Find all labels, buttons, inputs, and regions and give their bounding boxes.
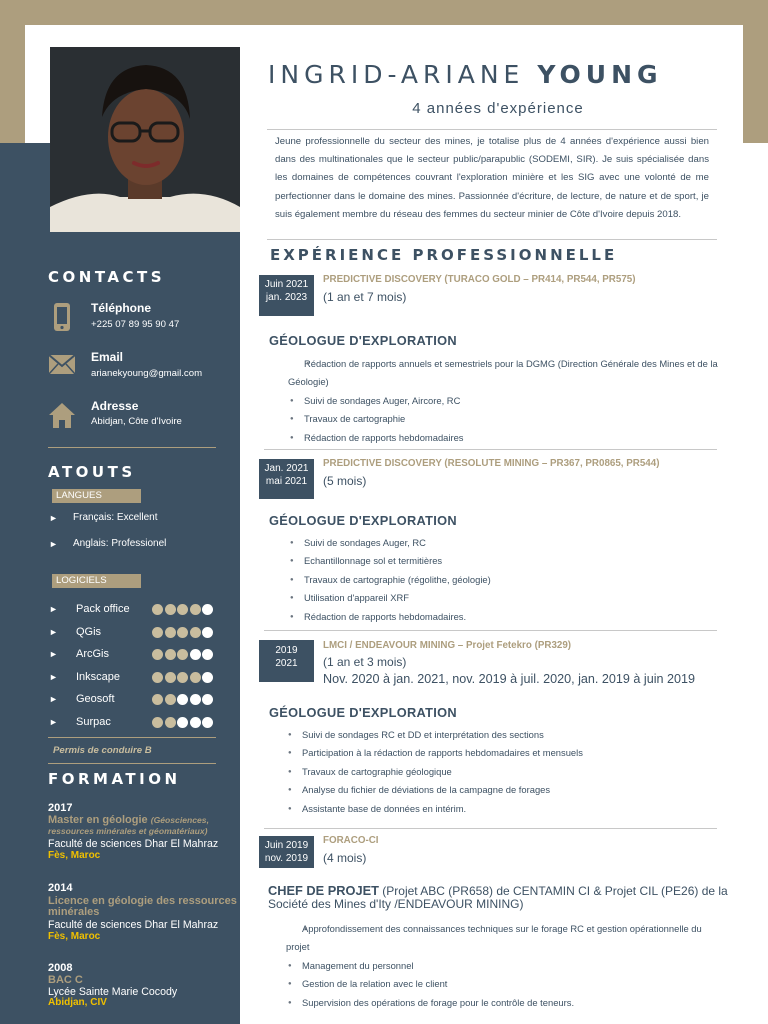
job-3-date — [259, 640, 314, 682]
phone-icon — [48, 302, 76, 332]
job-4-date — [259, 836, 314, 868]
job-1-date-end: jan. 2023 — [265, 292, 308, 303]
list-item: ● Travaux de cartographie — [288, 410, 720, 428]
bullet-arrow-icon: ► — [49, 604, 58, 614]
job-2-duration: (5 mois) — [323, 474, 367, 488]
list-item: ● Approfondissement des connaissances techniques sur le forage RC et gestion opérationnelle du projet — [286, 920, 720, 957]
job-2-tasks — [288, 534, 720, 626]
skill-rating — [152, 649, 213, 661]
list-item: ● Gestion de la relation avec le client — [286, 975, 720, 993]
formation-3-degree: BAC C — [48, 974, 83, 986]
formation-2-city: Fès, Maroc — [48, 931, 101, 942]
skill-rating — [152, 604, 213, 616]
job-1-tasks — [288, 355, 720, 447]
job-1-date — [259, 275, 314, 316]
list-item: ● Suivi de sondages Auger, Aircore, RC — [288, 392, 720, 410]
rating-dot — [177, 672, 188, 683]
formation-3-city: Abidjan, CIV — [48, 997, 107, 1008]
mail-icon — [48, 350, 76, 380]
bullet-arrow-icon: ► — [49, 672, 58, 682]
list-item: ● Rédaction de rapports hebdomadaires. — [288, 608, 720, 626]
rating-dot — [202, 627, 213, 638]
email-value[interactable]: arianekyoung@gmail.com — [91, 368, 203, 379]
list-item: ● Supervision des opérations de forage pour le contrôle de teneurs. — [286, 994, 720, 1012]
atouts-title: ATOUTS — [48, 463, 136, 481]
address-label: Adresse — [91, 399, 139, 413]
job-4-role-detail: (Projet ABC (PR658) de CENTAMIN CI & Projet CIL (PE26) de la Société des Mines d'Ity /ENDEAVOUR MINING) — [268, 884, 728, 911]
profile-summary: Jeune professionnelle du secteur des mines, je totalise plus de 4 années d'expérience aussi bien dans des multinationales que le secteur public/parapublic (SODEMI, SIR). Je suis spécialisée dans les domaines de compétences couvrant l'exploration minière et les SIG avec une volonté de me perfectionner dans le domaine des mines. Passionnée d'écriture, de lecture, de nature et de sport, je suis également membre du réseau des femmes du secteur minier de Côte d'Ivoire depuis 2018. — [275, 136, 709, 220]
job-4-company: FORACO-CI — [323, 835, 379, 846]
rating-dot — [202, 694, 213, 705]
rating-dot — [190, 627, 201, 638]
job-2-company: PREDICTIVE DISCOVERY (RESOLUTE MINING – PR367, PR0865, PR544) — [323, 458, 660, 469]
job-3-divider — [264, 828, 717, 829]
rating-dot — [165, 672, 176, 683]
formation-1-school: Faculté de sciences Dhar El Mahraz — [48, 838, 219, 850]
bullet-arrow-icon: ► — [49, 513, 58, 523]
profile-photo — [50, 47, 240, 232]
job-2-role: GÉOLOGUE D'EXPLORATION — [269, 513, 457, 528]
driving-license: Permis de conduire B — [53, 745, 152, 756]
experience-years: 4 années d'expérience — [412, 100, 584, 117]
language-item: Français: Excellent — [73, 512, 158, 523]
bullet-arrow-icon: ► — [49, 539, 58, 549]
list-item: ● Management du personnel — [286, 957, 720, 975]
rating-dot — [152, 717, 163, 728]
rating-dot — [165, 604, 176, 615]
job-3-periods: Nov. 2020 à jan. 2021, nov. 2019 à juil. 2020, jan. 2019 à juin 2019 — [323, 672, 696, 686]
skill-rating — [152, 672, 213, 684]
rating-dot — [177, 604, 188, 615]
rating-dot — [202, 672, 213, 683]
license-divider — [48, 763, 216, 764]
job-2-date — [259, 459, 314, 499]
job-3-duration: (1 an et 3 mois) — [323, 655, 407, 669]
job-4-role — [268, 884, 728, 911]
rating-dot — [177, 694, 188, 705]
software-item: ArcGis — [76, 648, 109, 660]
list-item: ● Participation à la rédaction de rapports hebdomadaires et mensuels — [286, 744, 718, 762]
list-item: ● Suivi de sondages RC et DD et interprétation des sections — [286, 726, 718, 744]
list-item: ● Travaux de cartographie géologique — [286, 763, 718, 781]
formation-1-degree-detail: (Géosciences, ressources minérales et géomatériaux) — [48, 815, 209, 836]
software-item: Inkscape — [76, 671, 121, 683]
bullet-arrow-icon: ► — [49, 694, 58, 704]
job-1-duration: (1 an et 7 mois) — [323, 290, 407, 304]
candidate-name: INGRID-ARIANE YOUNG — [268, 60, 663, 89]
skill-rating — [152, 694, 213, 706]
formation-2-year: 2014 — [48, 882, 73, 894]
summary-divider — [267, 239, 717, 240]
bullet-arrow-icon: ► — [49, 627, 58, 637]
contacts-divider — [48, 447, 216, 448]
formation-1-degree-name: Master en géologie — [48, 814, 148, 826]
job-4-tasks — [286, 920, 720, 1012]
formation-3-school: Lycée Sainte Marie Cocody — [48, 986, 178, 998]
software-item: Surpac — [76, 716, 111, 728]
job-2-date-start: Jan. 2021 — [264, 463, 309, 474]
rating-dot — [202, 604, 213, 615]
rating-dot — [190, 604, 201, 615]
skill-rating — [152, 627, 213, 639]
list-item: ● Suivi de sondages Auger, RC — [288, 534, 720, 552]
software-item: Pack office — [76, 603, 130, 615]
rating-dot — [202, 649, 213, 660]
skill-rating — [152, 717, 213, 729]
list-item: ● Assistante base de données en intérim. — [286, 800, 718, 818]
rating-dot — [165, 717, 176, 728]
formation-2-school: Faculté de sciences Dhar El Mahraz — [48, 919, 219, 931]
list-item: ● Rédaction de rapports hebdomadaires — [288, 429, 720, 447]
formation-2-degree: Licence en géologie des ressources minérales — [48, 895, 237, 918]
job-3-role: GÉOLOGUE D'EXPLORATION — [269, 705, 457, 720]
rating-dot — [152, 627, 163, 638]
job-1-date-start: Juin 2021 — [264, 279, 309, 290]
software-divider — [48, 737, 216, 738]
list-item: ● Travaux de cartographie (régolithe, géologie) — [288, 571, 720, 589]
rating-dot — [190, 672, 201, 683]
formation-1-city: Fès, Maroc — [48, 850, 101, 861]
address-value: Abidjan, Côte d'Ivoire — [91, 416, 182, 427]
rating-dot — [165, 694, 176, 705]
rating-dot — [165, 649, 176, 660]
job-3-tasks — [286, 726, 718, 818]
home-icon — [48, 400, 76, 430]
job-2-date-end: mai 2021 — [265, 476, 308, 487]
rating-dot — [202, 717, 213, 728]
rating-dot — [177, 717, 188, 728]
contacts-title: CONTACTS — [48, 268, 166, 286]
bullet-arrow-icon: ► — [49, 649, 58, 659]
rating-dot — [152, 694, 163, 705]
language-item: Anglais: Professionel — [73, 538, 167, 549]
list-item: ● Echantillonnage sol et termitières — [288, 552, 720, 570]
job-3-date-start: 2019 — [275, 645, 298, 656]
job-4-date-start: Juin 2019 — [264, 840, 309, 851]
rating-dot — [152, 604, 163, 615]
rating-dot — [177, 649, 188, 660]
phone-label: Téléphone — [91, 301, 152, 315]
rating-dot — [190, 717, 201, 728]
job-4-date-end: nov. 2019 — [264, 853, 309, 864]
formation-title: FORMATION — [48, 770, 181, 788]
job-4-duration: (4 mois) — [323, 851, 367, 865]
rating-dot — [177, 627, 188, 638]
list-item: ● Rédaction de rapports annuels et semestriels pour la DGMG (Direction Générale des Mines et de la Géologie) — [288, 355, 720, 392]
software-item: QGis — [76, 626, 102, 638]
bullet-arrow-icon: ► — [49, 717, 58, 727]
job-4-role-title: CHEF DE PROJET — [268, 883, 379, 898]
formation-1-degree — [48, 815, 238, 837]
list-item: ● Utilisation d'appareil XRF — [288, 589, 720, 607]
rating-dot — [190, 694, 201, 705]
job-1-company: PREDICTIVE DISCOVERY (TURACO GOLD – PR414, PR544, PR575) — [323, 274, 636, 285]
software-item: Geosoft — [76, 693, 115, 705]
rating-dot — [190, 649, 201, 660]
languages-tag: LANGUES — [52, 489, 141, 503]
portrait-illustration — [50, 47, 240, 232]
rating-dot — [165, 627, 176, 638]
job-3-date-end: 2021 — [275, 658, 298, 669]
job-3-company: LMCI / ENDEAVOUR MINING – Projet Fetekro (PR329) — [323, 640, 572, 651]
experience-title: EXPÉRIENCE PROFESSIONNELLE — [270, 246, 618, 264]
software-tag: LOGICIELS — [52, 574, 141, 588]
formation-1-year: 2017 — [48, 802, 73, 814]
job-1-role: GÉOLOGUE D'EXPLORATION — [269, 333, 457, 348]
rating-dot — [152, 649, 163, 660]
job-2-divider — [264, 630, 717, 631]
header-divider — [267, 129, 717, 130]
job-1-divider — [264, 449, 717, 450]
list-item: ● Analyse du fichier de déviations de la campagne de forages — [286, 781, 718, 799]
phone-value[interactable]: +225 07 89 95 90 47 — [91, 319, 180, 330]
email-label: Email — [91, 350, 124, 364]
formation-3-year: 2008 — [48, 962, 73, 974]
rating-dot — [152, 672, 163, 683]
